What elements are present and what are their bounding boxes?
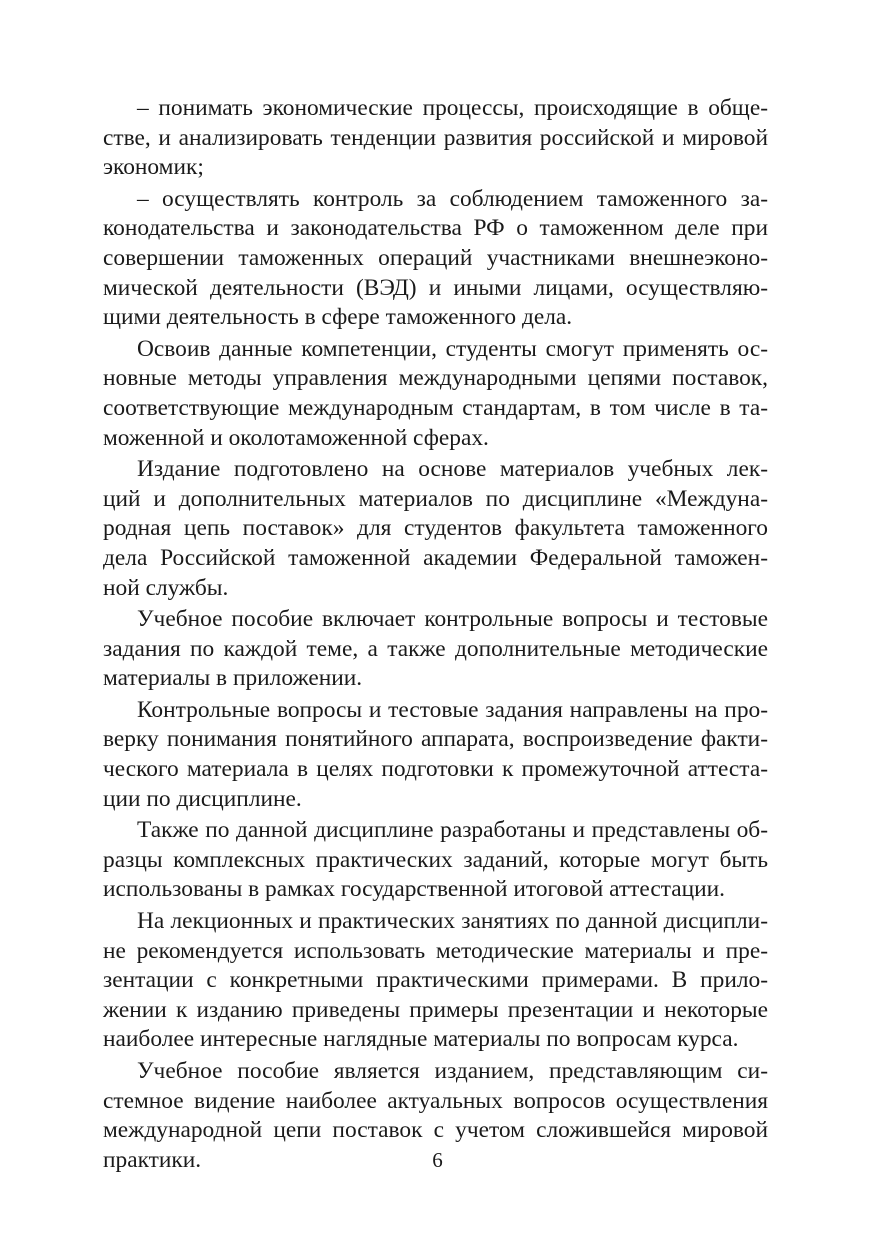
- text-line: стемное видение наиболее актуальных вопросов осуществления: [103, 1087, 768, 1114]
- paragraph: [103, 185, 768, 333]
- text-line: конодательства и законодательства РФ о таможенном деле при: [103, 215, 768, 242]
- text-line: использованы в рамках государственной итоговой аттестации.: [103, 876, 726, 903]
- text-line: совершении таможенных операций участниками внешнеэконо-: [103, 244, 768, 271]
- text-line: зентации с конкретными практическими примерами. В прило-: [103, 967, 768, 994]
- text-line: стве, и анализировать тенденции развития российской и мировой: [103, 124, 768, 151]
- text-line: новные методы управления международными цепями поставок,: [103, 365, 768, 392]
- text-line: жении к изданию приведены примеры презентации и некоторые: [103, 996, 768, 1023]
- body-text: [103, 94, 768, 1177]
- text-line: – осуществлять контроль за соблюдением таможенного за-: [137, 185, 768, 212]
- text-line: экономик;: [103, 154, 204, 181]
- text-line: задания по каждой теме, а также дополнительные методические: [103, 635, 768, 662]
- text-line: Издание подготовлено на основе материалов учебных лек-: [137, 456, 768, 483]
- text-line: Учебное пособие включает контрольные вопросы и тестовые: [137, 606, 768, 633]
- text-line: родная цепь поставок» для студентов факультета таможенного: [103, 515, 768, 542]
- text-line: Также по данной дисциплине разработаны и представлены об-: [137, 817, 768, 844]
- text-line: дела Российской таможенной академии Федеральной таможен-: [103, 544, 768, 571]
- paragraph: [103, 907, 768, 1055]
- text-line: не рекомендуется использовать методические материалы и пре-: [103, 937, 768, 964]
- text-line: мической деятельности (ВЭД) и иными лицами, осуществляю-: [103, 274, 768, 301]
- paragraph: [103, 94, 768, 183]
- paragraph: [103, 455, 768, 603]
- text-line: щими деятельность в сфере таможенного дела.: [103, 304, 573, 331]
- text-line: верку понимания понятийного аппарата, воспроизведение факти-: [103, 726, 768, 753]
- text-line: разцы комплексных практических заданий, которые могут быть: [103, 846, 768, 873]
- paragraph: [103, 605, 768, 694]
- text-line: – понимать экономические процессы, происходящие в обще-: [137, 95, 768, 121]
- paragraph: [103, 696, 768, 814]
- text-line: международной цепи поставок с учетом сложившейся мировой: [103, 1117, 768, 1144]
- text-line: Контрольные вопросы и тестовые задания направлены на про-: [137, 696, 768, 723]
- text-line: Учебное пособие является изданием, представляющим си-: [137, 1058, 768, 1084]
- text-line: наиболее интересные наглядные материалы по вопросам курса.: [103, 1026, 739, 1053]
- paragraph: [103, 816, 768, 905]
- text-line: На лекционных и практических занятиях по данной дисципли-: [137, 908, 768, 935]
- paragraph: [103, 335, 768, 453]
- text-line: соответствующие международным стандартам, в том числе в та-: [103, 394, 768, 421]
- text-line: материалы в приложении.: [103, 665, 363, 692]
- text-line: Освоив данные компетенции, студенты смогут применять ос-: [137, 335, 768, 362]
- text-line: ной службы.: [103, 574, 229, 601]
- text-line: практики.: [103, 1146, 202, 1173]
- page-number: 6: [432, 1148, 443, 1172]
- text-line: ции по дисциплине.: [103, 785, 302, 812]
- text-line: моженной и околотаможенной сферах.: [103, 424, 489, 451]
- text-line: ций и дополнительных материалов по дисциплине «Междуна-: [103, 485, 768, 512]
- text-line: ческого материала в целях подготовки к промежуточной аттеста-: [103, 756, 768, 783]
